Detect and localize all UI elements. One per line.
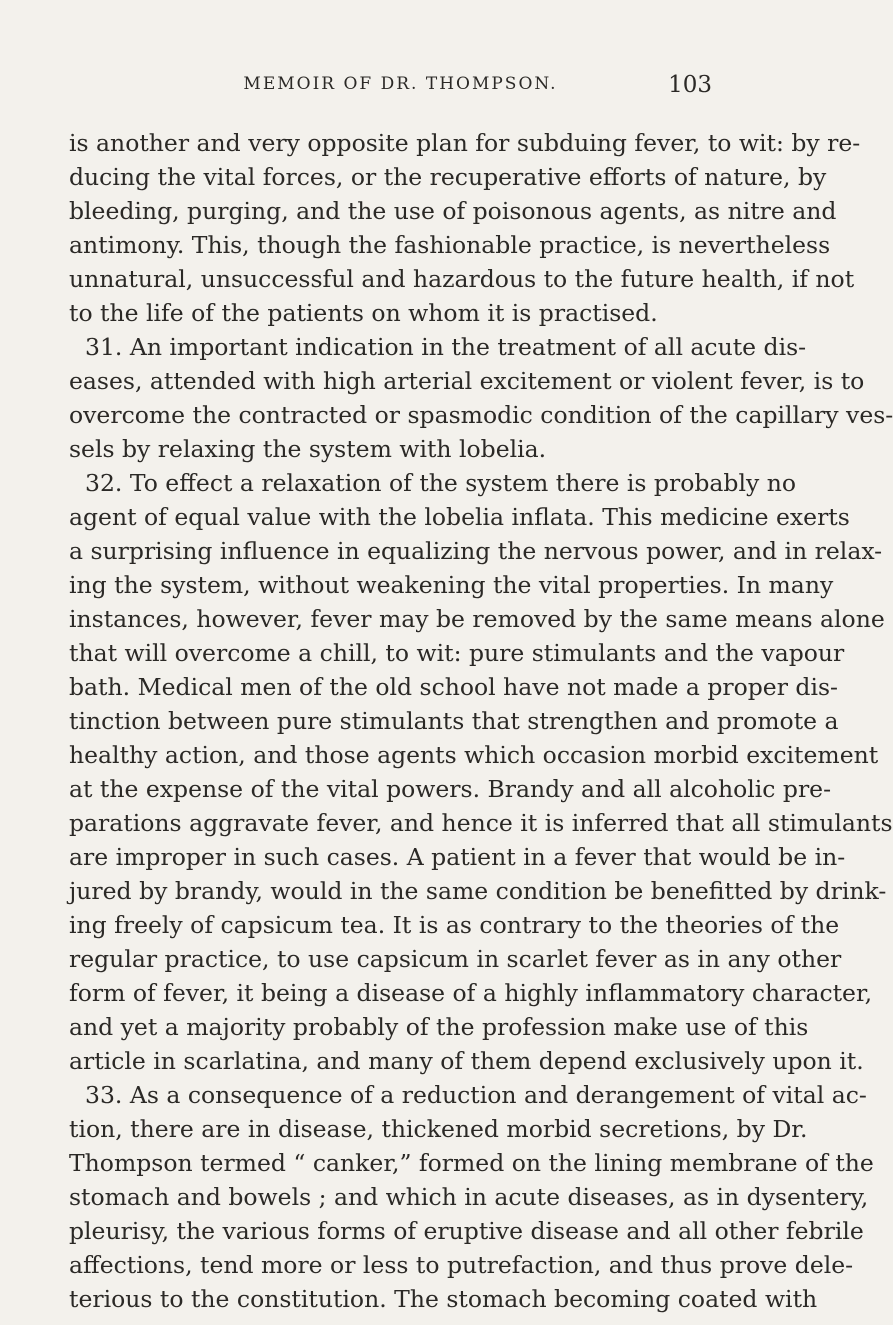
text-line: agent of equal value with the lobelia inflata. This medicine exerts bbox=[69, 503, 850, 531]
text-line: and yet a majority probably of the profession make use of this bbox=[69, 1013, 809, 1041]
text-line: ing the system, without weakening the vital properties. In many bbox=[69, 571, 834, 599]
text-line: healthy action, and those agents which occasion morbid excitement bbox=[69, 741, 879, 769]
text-line: antimony. This, though the fashionable practice, is nevertheless bbox=[69, 231, 831, 259]
text-line: overcome the contracted or spasmodic condition of the capillary ves- bbox=[69, 401, 893, 429]
text-line: that will overcome a chill, to wit: pure stimulants and the vapour bbox=[69, 639, 845, 667]
text-line: affections, tend more or less to putrefaction, and thus prove dele- bbox=[69, 1251, 854, 1279]
text-line: regular practice, to use capsicum in scarlet fever as in any other bbox=[69, 945, 842, 973]
paragraph-32-start: 32. To effect a relaxation of the system there is probably no bbox=[85, 469, 797, 497]
text-line: are improper in such cases. A patient in a fever that would be in- bbox=[69, 843, 846, 871]
text-line: article in scarlatina, and many of them depend exclusively upon it. bbox=[69, 1047, 864, 1075]
running-header bbox=[0, 0, 801, 120]
text-line: tinction between pure stimulants that strengthen and promote a bbox=[69, 707, 839, 735]
running-title: MEMOIR OF DR. THOMPSON. bbox=[243, 74, 558, 94]
text-line: ducing the vital forces, or the recuperative efforts of nature, by bbox=[69, 163, 827, 191]
text-line: stomach and bowels ; and which in acute diseases, as in dysentery, bbox=[69, 1183, 869, 1211]
text-line: sels by relaxing the system with lobelia. bbox=[69, 435, 547, 463]
text-line: tion, there are in disease, thickened morbid secretions, by Dr. bbox=[69, 1115, 808, 1143]
text-line: unnatural, unsuccessful and hazardous to the future health, if not bbox=[69, 265, 855, 293]
text-line: pleurisy, the various forms of eruptive disease and all other febrile bbox=[69, 1217, 864, 1245]
text-line: eases, attended with high arterial excitement or violent fever, is to bbox=[69, 367, 865, 395]
text-line: bath. Medical men of the old school have not made a proper dis- bbox=[69, 673, 838, 701]
text-line: instances, however, fever may be removed by the same means alone bbox=[69, 605, 885, 633]
text-line: is another and very opposite plan for subduing fever, to wit: by re- bbox=[69, 129, 861, 157]
text-line: terious to the constitution. The stomach becoming coated with bbox=[69, 1285, 818, 1313]
text-line: jured by brandy, would in the same condition be benefitted by drink- bbox=[69, 877, 887, 905]
text-line: parations aggravate fever, and hence it is inferred that all stimulants bbox=[69, 809, 893, 837]
paragraph-33-start: 33. As a consequence of a reduction and derangement of vital ac- bbox=[85, 1081, 867, 1109]
text-line: ing freely of capsicum tea. It is as contrary to the theories of the bbox=[69, 911, 840, 939]
text-line: a surprising influence in equalizing the nervous power, and in relax- bbox=[69, 537, 883, 565]
paragraph-31-start: 31. An important indication in the treatment of all acute dis- bbox=[85, 333, 807, 361]
text-line: at the expense of the vital powers. Brandy and all alcoholic pre- bbox=[69, 775, 832, 803]
text-line: bleeding, purging, and the use of poisonous agents, as nitre and bbox=[69, 197, 837, 225]
text-line: Thompson termed “ canker,” formed on the lining membrane of the bbox=[69, 1149, 874, 1177]
page-number: 103 bbox=[668, 72, 712, 98]
text-line: to the life of the patients on whom it is practised. bbox=[69, 299, 658, 327]
text-line: form of fever, it being a disease of a highly inflammatory character, bbox=[69, 979, 873, 1007]
